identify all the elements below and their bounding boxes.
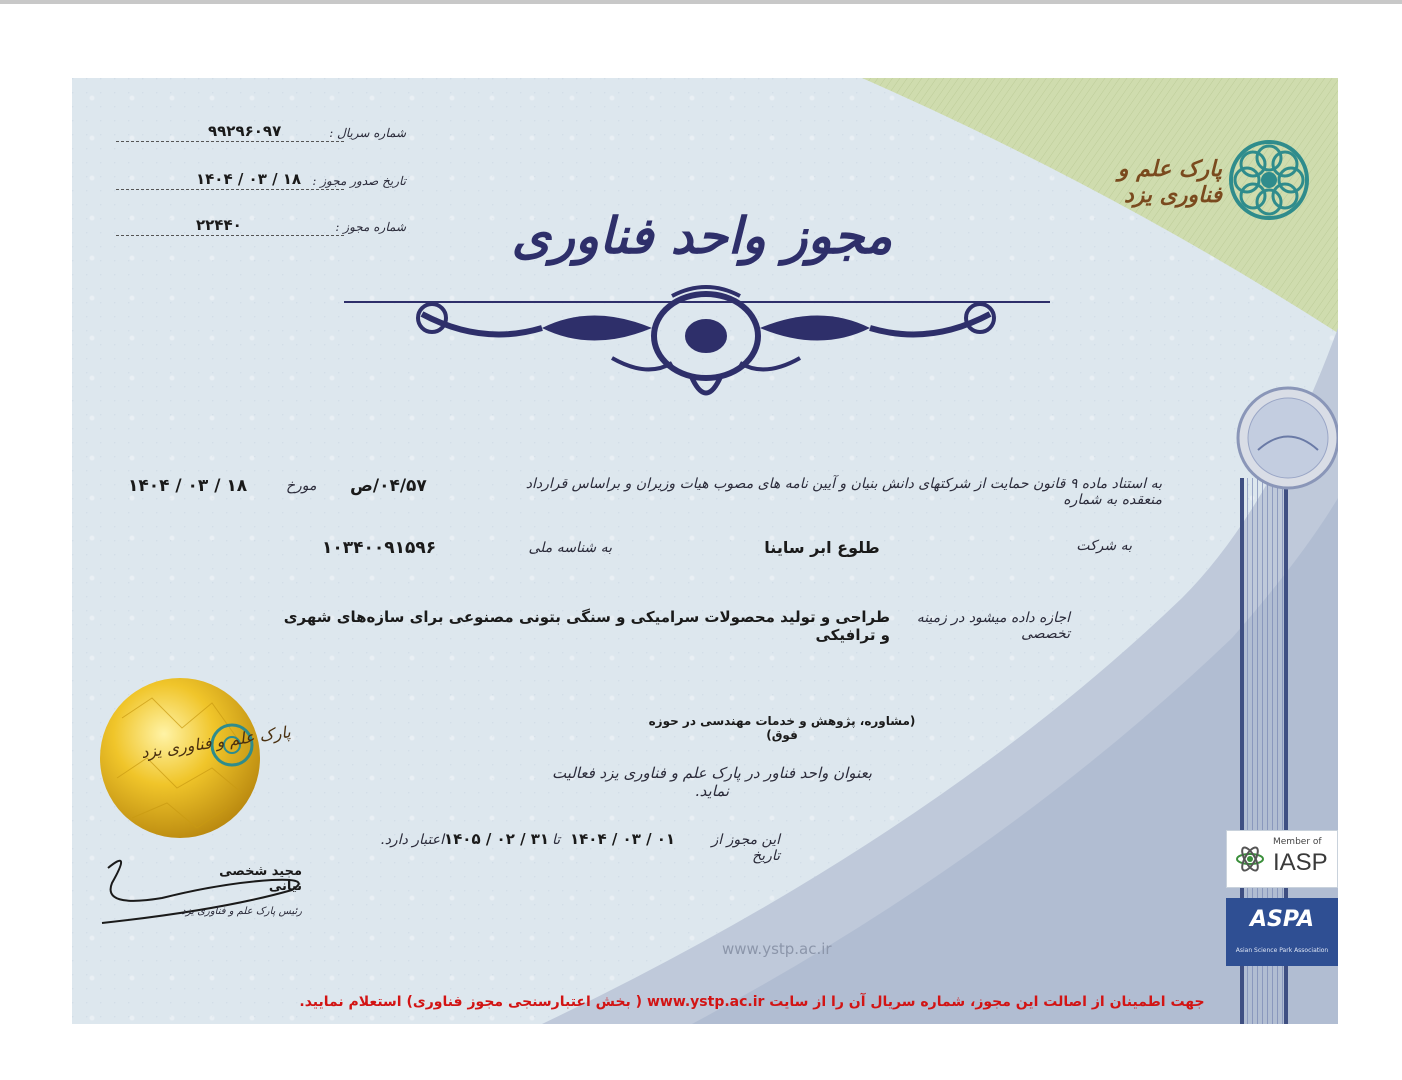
validity-suffix: اعتبار دارد.	[380, 832, 444, 848]
iasp-label: IASP	[1273, 849, 1328, 876]
basis-text: به استناد ماده ۹ قانون حمایت از شرکتهای دانش بنیان و آیین نامه های مصوب هیات وزیران و براساس قرارداد منعقده به شماره	[525, 476, 1162, 508]
signatory-name: مجید شخصی نیانی	[219, 864, 302, 894]
national-id-label: به شناسه ملی	[528, 540, 612, 556]
top-border	[0, 0, 1402, 4]
contract-number: ۰۴/۵۷/ص	[350, 476, 427, 496]
signatory-role: رئیس پارک علم و فناوری یزد	[181, 906, 302, 917]
iasp-atom-icon	[1235, 844, 1265, 874]
validity-from: ۱۴۰۴ / ۰۳ / ۰۱	[570, 830, 676, 848]
validity-to-label: تا	[552, 832, 561, 848]
aspa-label: ASPA	[1249, 907, 1314, 932]
certificate-title: مجوز واحد فناوری	[511, 206, 893, 265]
serial-label: شماره سریال :	[329, 126, 406, 140]
validity-prefix: این مجوز از تاریخ	[711, 832, 780, 864]
aspa-sub-label: Asian Science Park Association	[1235, 947, 1329, 954]
license-number-row	[116, 216, 406, 240]
aspa-badge	[1226, 898, 1338, 966]
company-name: طلوع ابر ساینا	[764, 538, 880, 557]
dated-label: مورخ	[286, 478, 317, 494]
serial-number: ۹۹۲۹۶۰۹۷	[208, 122, 282, 140]
faint-website: www.ystp.ac.ir	[722, 940, 832, 958]
verification-note: جهت اطمینان از اصالت این مجوز، شماره سریال آن را از سایت www.ystp.ac.ir ( بخش اعتبارسنجی مجوز فناوری) استعلام نمایید.	[299, 994, 1205, 1010]
activity-text: بعنوان واحد فناور در پارک علم و فناوری یزد فعالیت نماید.	[551, 764, 872, 800]
title-ornament	[344, 287, 1050, 393]
services-note: (مشاوره، پژوهش و خدمات مهندسی در حوزه فوق)	[648, 714, 916, 742]
svg-text:پارک علم و فناوری یزد: پارک علم و فناوری یزد	[139, 722, 292, 762]
issue-date-row	[116, 170, 406, 194]
field-text: طراحی و تولید محصولات سرامیکی و سنگی بتونی مصنوعی برای سازه‌های شهری و ترافیکی	[283, 608, 890, 644]
serial-row	[116, 122, 406, 146]
certificate	[72, 78, 1338, 1024]
contract-date: ۱۴۰۴ / ۰۳ / ۱۸	[128, 476, 248, 496]
park-logo-text: پارک علم و فناوری یزد	[1117, 156, 1222, 208]
national-id: ۱۰۳۴۰۰۹۱۵۹۶	[322, 538, 437, 558]
issue-date: ۱۴۰۴ / ۰۳ / ۱۸	[196, 170, 302, 188]
issue-date-label: تاریخ صدور مجوز :	[312, 174, 406, 188]
iasp-badge	[1226, 830, 1338, 888]
validity-to: ۱۴۰۵ / ۰۲ / ۳۱	[444, 830, 550, 848]
company-prefix: به شرکت	[1076, 538, 1132, 554]
license-number-label: شماره مجوز :	[335, 220, 406, 234]
field-prefix: اجازه داده میشود در زمینه تخصصی	[916, 610, 1070, 642]
iasp-member-label: Member of	[1273, 837, 1322, 847]
license-number: ۲۲۴۴۰	[196, 216, 242, 234]
